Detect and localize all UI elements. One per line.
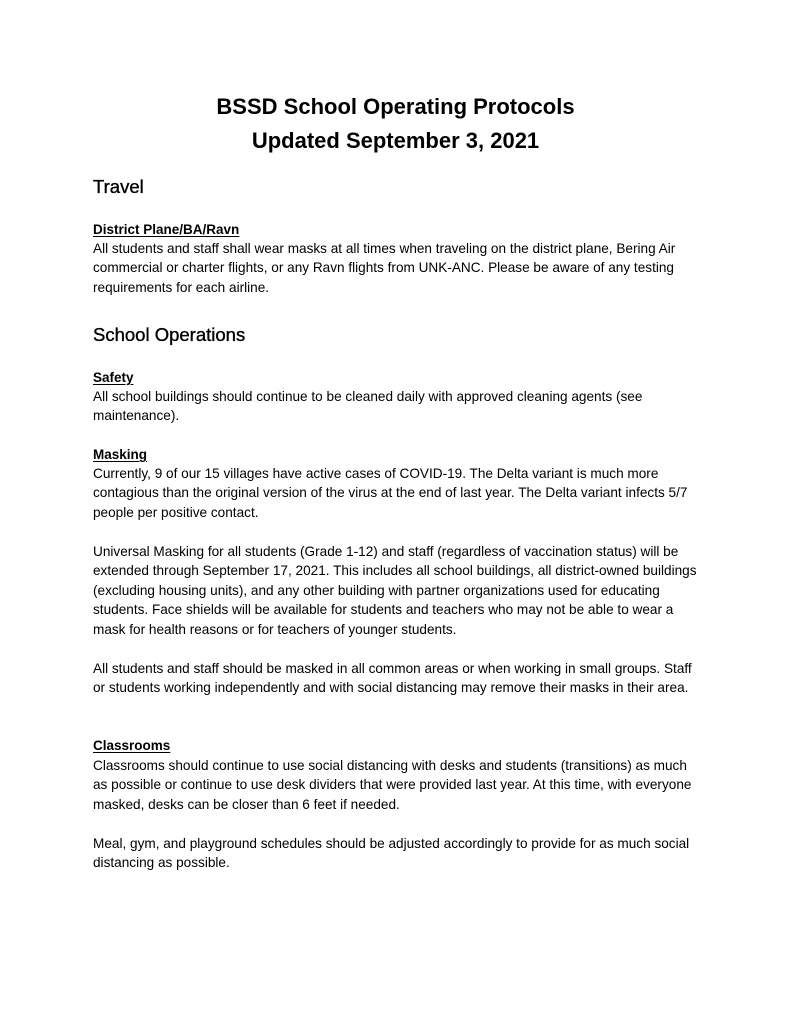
classrooms-paragraph-2: Meal, gym, and playground schedules should be adjusted accordingly to provide for as much social distancing as possible. xyxy=(93,836,690,871)
safety-subheading: Safety xyxy=(93,370,134,385)
masking-paragraph-2: Universal Masking for all students (Grade 1-12) and staff (regardless of vaccination status) will be extended through September 17, 2021. This includes all school buildings, all district-owned buildings (excluding housing units), and any other building with partner organizations used for educating students. Face shields will be available for students and teachers who may not be able to wear a mask for health reasons or for teachers of younger students. xyxy=(93,544,697,637)
document-updated-date: Updated September 3, 2021 xyxy=(251,128,540,153)
safety-text: All school buildings should continue to be cleaned daily with approved cleaning agents (see maintenance). xyxy=(93,389,643,424)
classrooms-subheading: Classrooms xyxy=(93,738,171,753)
masking-paragraph-1: Currently, 9 of our 15 villages have active cases of COVID-19. The Delta variant is much more contagious than the original version of the virus at the end of last year. The Delta variant infects 5/7 people per positive contact. xyxy=(93,466,688,520)
school-operations-heading: School Operations xyxy=(93,324,246,345)
classrooms-paragraph-1: Classrooms should continue to use social distancing with desks and students (transitions) as much as possible or continue to use desk dividers that were provided last year. At this time, with everyone masked, desks can be closer than 6 feet if needed. xyxy=(93,758,692,812)
travel-heading: Travel xyxy=(93,176,144,197)
masking-subheading: Masking xyxy=(93,447,148,462)
document-title: BSSD School Operating Protocols xyxy=(216,94,575,119)
masking-paragraph-3: All students and staff should be masked in all common areas or when working in small groups. Staff or students working independently and with social distancing may remove their masks in their area. xyxy=(93,661,692,696)
district-plane-subheading: District Plane/BA/Ravn xyxy=(93,222,240,237)
district-plane-text: All students and staff shall wear masks at all times when traveling on the district plane, Bering Air commercial or charter flights, or any Ravn flights from UNK-ANC. Please be aware of any testing requirements for each airline. xyxy=(93,241,676,295)
